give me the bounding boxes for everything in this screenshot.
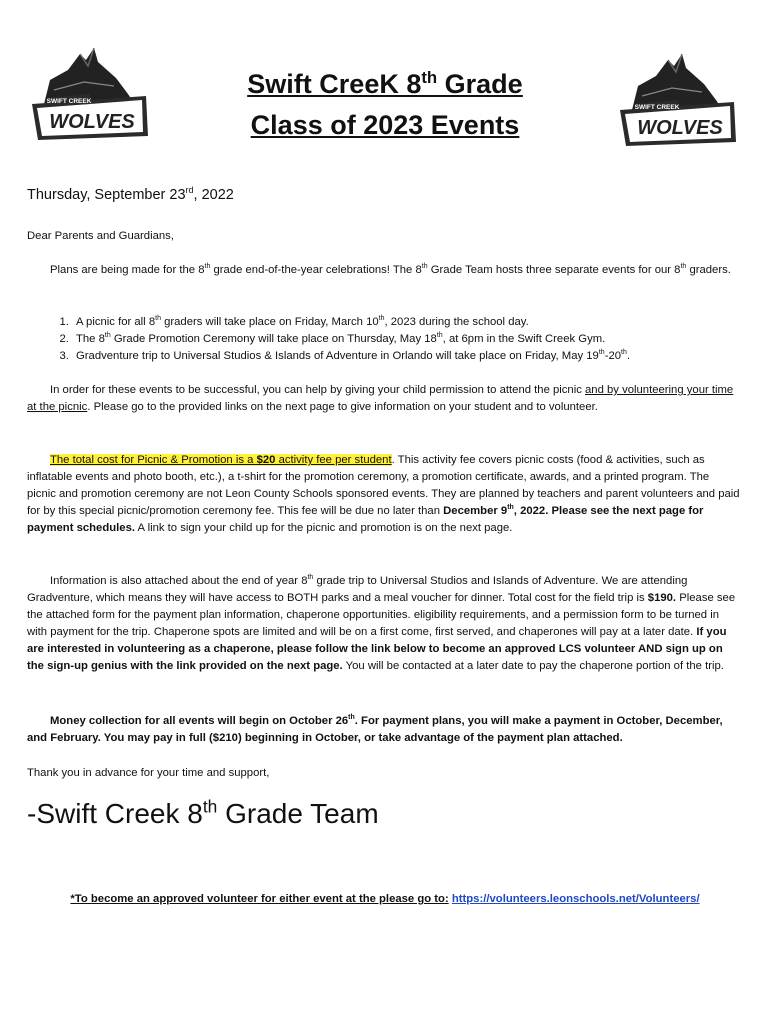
wolves-logo-right (612, 48, 742, 148)
volunteer-footer (0, 893, 770, 905)
money-paragraph: Money collection for all events will begin on October 26th. For payment plans, you will make a payment in October, December, and February. You may pay in full ($210) beginning in October, or take advantage of the payment plan attached. (27, 714, 723, 744)
logo-top-text: SWIFT CREEK (634, 104, 680, 111)
logo-main-text: WOLVES (637, 117, 723, 139)
page-title (200, 64, 570, 146)
volunteer-link[interactable]: https://volunteers.leonschools.net/Volunteers/ (451, 893, 700, 905)
list-item: 1. A picnic for all 8th graders will take place on Friday, March 10th, 2023 during the school day. (72, 314, 741, 331)
cost-paragraph: The total cost for Picnic & Promotion is a $20 activity fee per student. This activity fee covers picnic costs (food & activities, such as inflatable events and photo booth, etc.), a t-shirt for the promotion ceremony, a promotion certificate, awards, and a printed program. The picnic and promotion ceremony are not Leon County Schools sponsored events. They are planned by teachers and parent volunteers and paid for by this special picnic/promotion ceremony fee. This fee will be due no later than December 9th, 2022. Please see the next page for payment schedules. A link to sign your child up for the picnic and promotion is on the next page. (27, 454, 740, 534)
intro-paragraph: Plans are being made for the 8th grade end-of-the-year celebrations! The 8th Grade Team hosts three separate events for our 8th graders. (50, 263, 731, 276)
volunteer-paragraph: In order for these events to be successful, you can help by giving your child permission to attend the picnic and by volunteering your time at the picnic. Please go to the provided links on the next page to give information on your student and to volunteer. (27, 384, 734, 413)
title-line-2: Class of 2023 Events (250, 110, 520, 140)
list-item: 2. The 8th Grade Promotion Ceremony will take place on Thursday, May 18th, at 6pm in the Swift Creek Gym. (72, 331, 741, 348)
logo-main-text: WOLVES (49, 111, 135, 133)
signature: -Swift Creek 8th Grade Team (27, 796, 379, 829)
footer-lead: *To become an approved volunteer for either event at the please go to: (70, 893, 449, 905)
letter-date: Thursday, September 23rd, 2022 (27, 185, 234, 203)
logo-top-text: SWIFT CREEK (46, 98, 92, 105)
closing-line: Thank you in advance for your time and support, (27, 767, 270, 779)
wolves-logo-left (24, 42, 154, 142)
salutation: Dear Parents and Guardians, (27, 230, 174, 242)
highlighted-cost: The total cost for Picnic & Promotion is a $20 activity fee per student (50, 454, 392, 466)
title-line-1: Swift CreeK 8th Grade (247, 68, 523, 99)
trip-paragraph: Information is also attached about the end of year 8th grade trip to Universal Studios and Islands of Adventure. We are attending Gradventure, which means they will have access to BOTH parks and a meal voucher for dinner. Total cost for the field trip is $190. Please see the attached form for the payment plan information, chaperone opportunities. eligibility requirements, and a permission form to be turned in with payment for the trip. Chaperone spots are limited and will be on a first come, first served, and chaperones will pay at a later date. If you are interested in volunteering as a chaperone, please follow the link below to become an approved LCS volunteer AND sign up on the sign-up genius with the link provided on the next page. You will be contacted at a later date to pay the chaperone portion of the trip. (27, 574, 736, 672)
list-item: 3. Gradventure trip to Universal Studios & Islands of Adventure in Orlando will take place on Friday, May 19th-20th. (72, 348, 741, 365)
event-list (27, 314, 741, 365)
